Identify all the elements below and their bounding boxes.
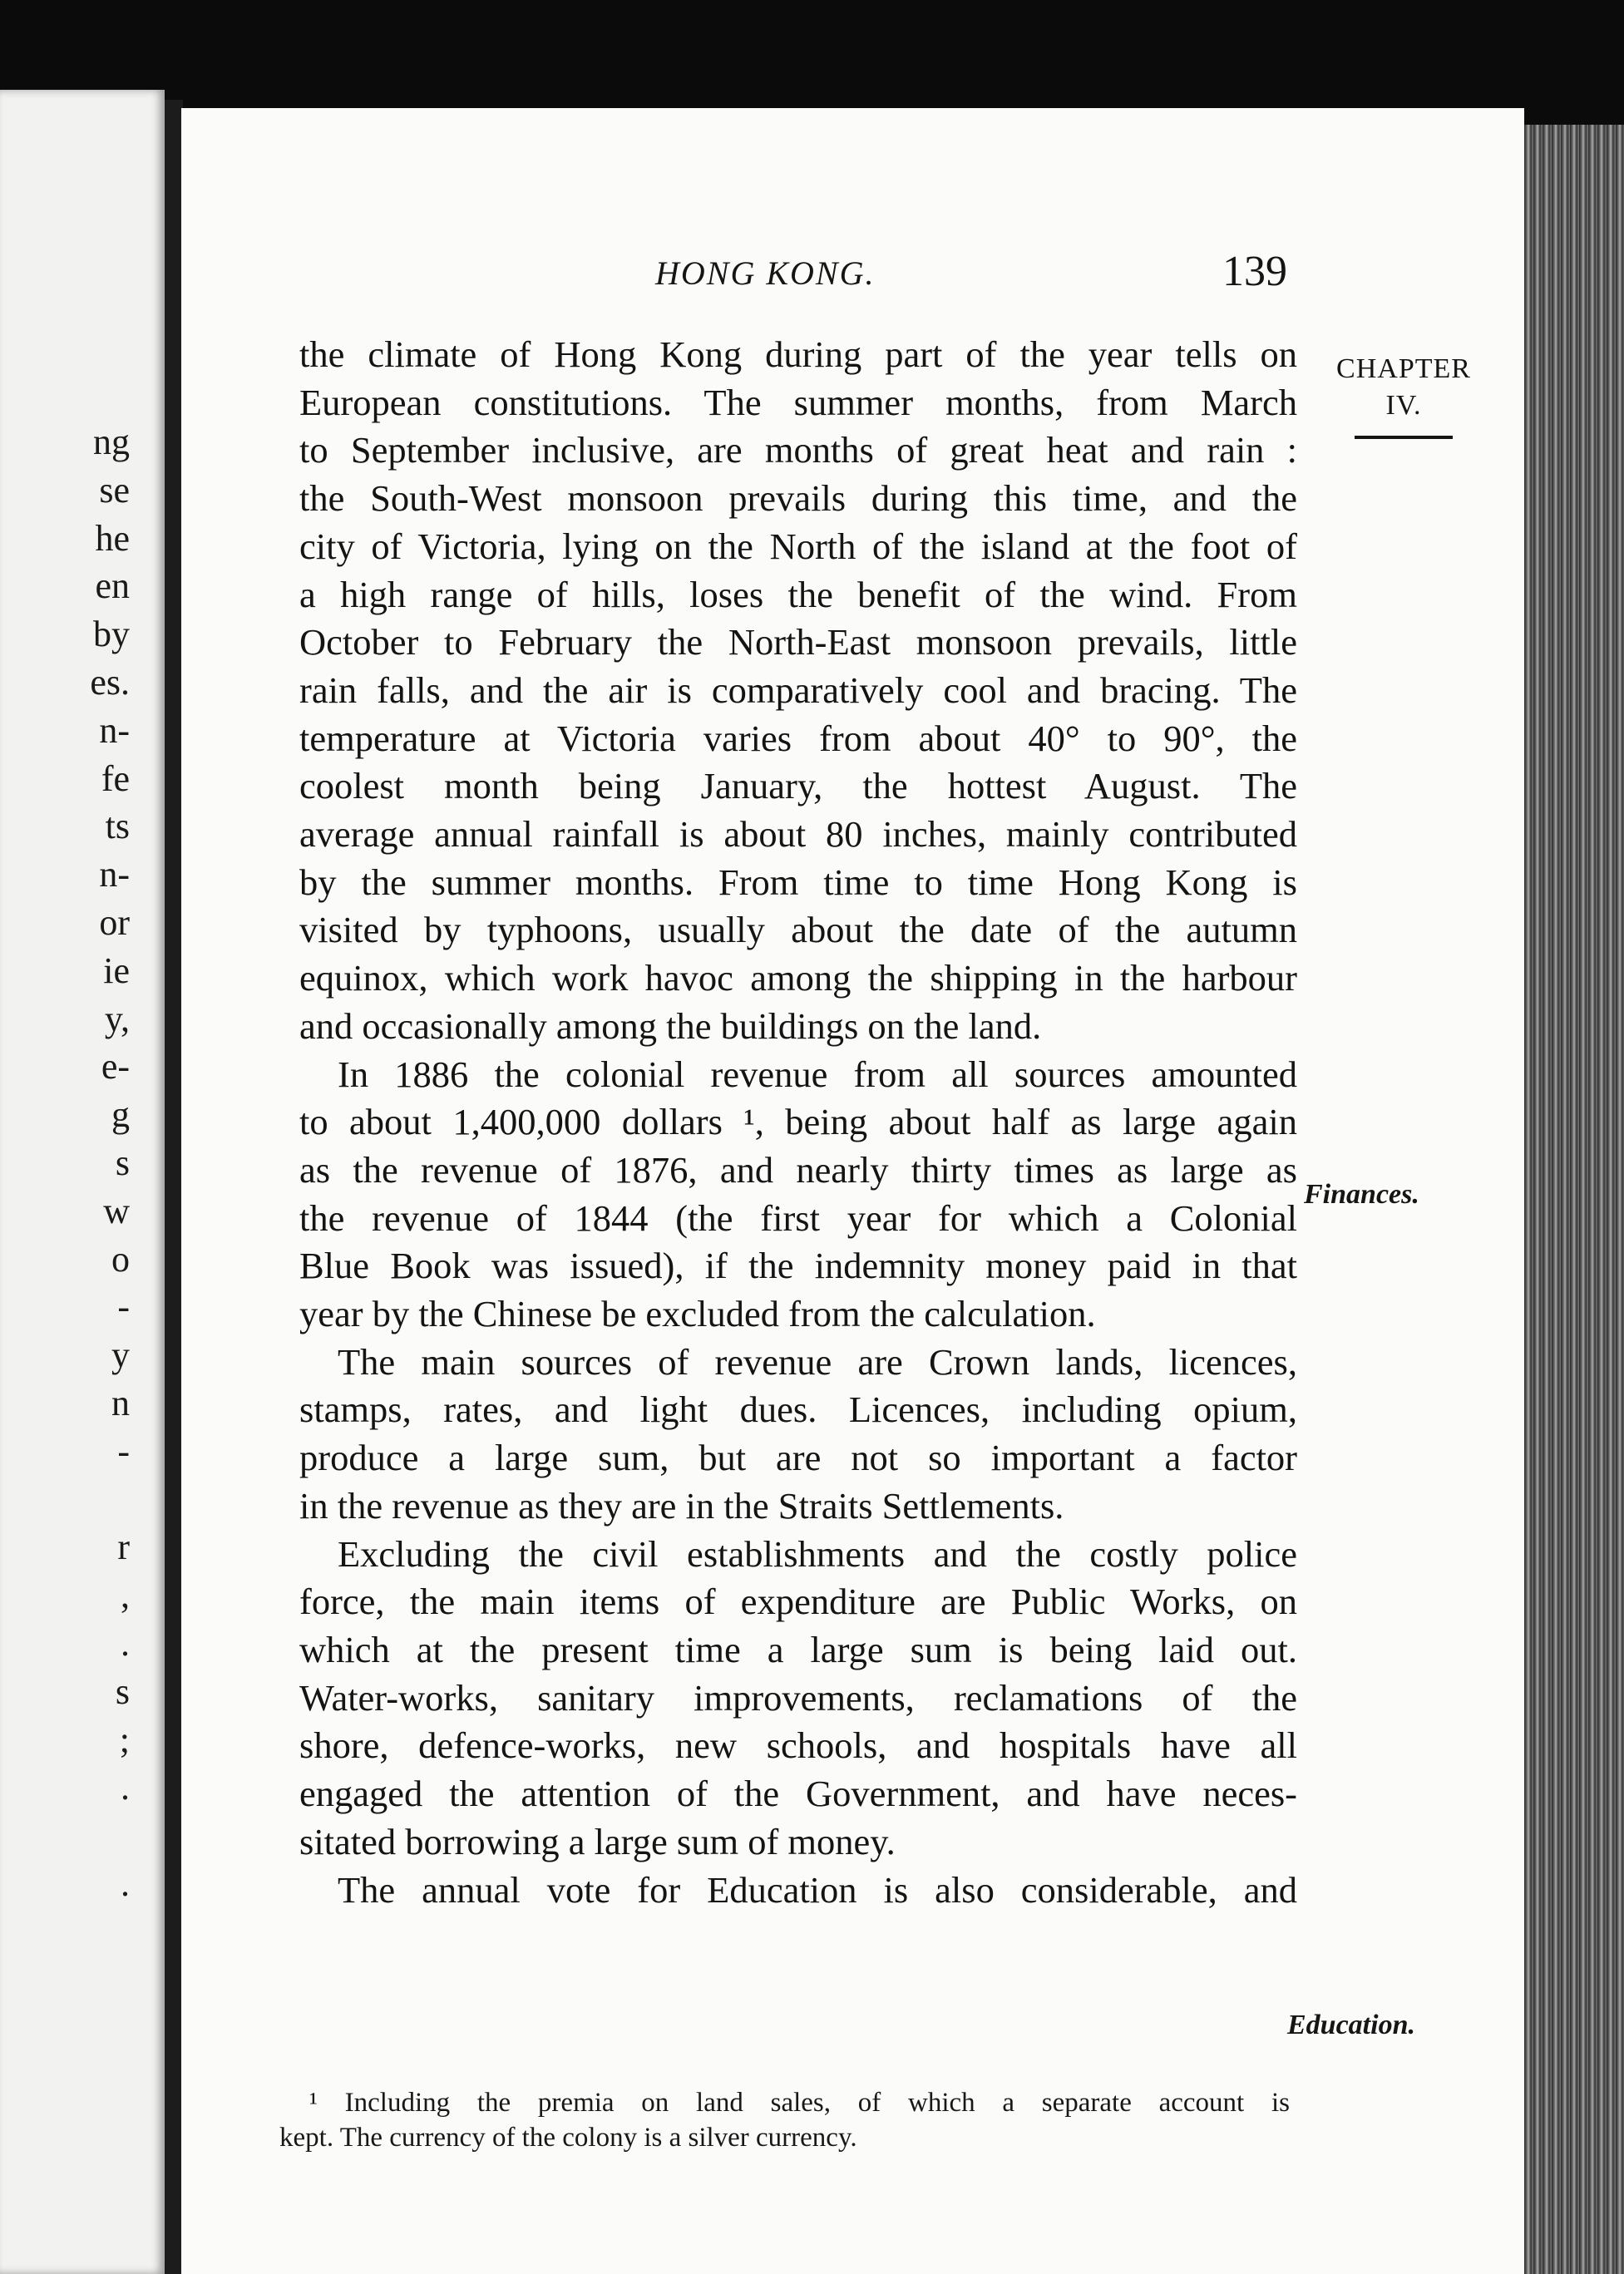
text-line: October to February the North-East monsoon prevails, little [299, 621, 1297, 663]
chapter-number: IV. [1385, 390, 1422, 421]
footnote [279, 2085, 1290, 2155]
text-line: stamps, rates, and light dues. Licences, including opium, [299, 1389, 1297, 1431]
left-fragment: , [121, 1575, 130, 1616]
left-fragment: o [111, 1238, 130, 1280]
main-page [181, 108, 1524, 2274]
text-line: Blue Book was issued), if the indemnity money paid in that [299, 1245, 1297, 1287]
text-line: engaged the attention of the Government, and have neces- [299, 1773, 1297, 1815]
text-line: The annual vote for Education is also considerable, and [338, 1868, 1297, 1911]
left-fragment: ; [119, 1719, 130, 1760]
running-head: HONG KONG. [655, 254, 876, 292]
text-line: equinox, which work havoc among the shipping in the harbour [299, 957, 1297, 999]
left-fragment: . [121, 1622, 130, 1664]
text-line: temperature at Victoria varies from about 40° to 90°, the [299, 717, 1297, 759]
text-line: shore, defence-works, new schools, and hospitals have all [299, 1724, 1297, 1767]
left-fragment: - [117, 1286, 130, 1328]
left-page-line-fragments [90, 418, 130, 1956]
text-line: rain falls, and the air is comparatively cool and bracing. The [299, 668, 1297, 711]
left-fragment: s [115, 1670, 130, 1712]
left-fragment: s [115, 1142, 130, 1183]
text-line: Water-works, sanitary improvements, reclamations of the [299, 1676, 1297, 1719]
left-fragment: r [117, 1527, 130, 1568]
text-line: European constitutions. The summer months, from March [299, 381, 1297, 423]
left-fragment: n- [99, 854, 130, 895]
ornament-rule [1355, 436, 1453, 439]
left-fragment: g [111, 1094, 130, 1136]
left-fragment: se [99, 469, 130, 511]
left-fragment: y [111, 1334, 130, 1376]
text-line: visited by typhoons, usually about the date of the autumn [299, 909, 1297, 951]
text-line: The main sources of revenue are Crown lands, licences, [338, 1340, 1297, 1383]
left-fragment [90, 1476, 130, 1524]
text-line: as the revenue of 1876, and nearly thirty times as large as [299, 1148, 1297, 1191]
text-line: year by the Chinese be excluded from the calculation. [299, 1293, 1096, 1335]
text-line: by the summer months. From time to time Hong Kong is [299, 861, 1297, 903]
text-line: coolest month being January, the hottest August. The [299, 765, 1297, 807]
chapter-label: CHAPTER [1336, 353, 1471, 384]
page-header [181, 248, 1524, 320]
text-line: and occasionally among the buildings on the land. [299, 1004, 1042, 1047]
left-fragment: ng [93, 422, 130, 462]
text-line: in the revenue as they are in the Straits Settlements. [299, 1484, 1064, 1527]
book-gutter [165, 100, 183, 2274]
facing-left-page [0, 90, 165, 2274]
left-fragment: y, [104, 998, 130, 1039]
page-stack-edge [1524, 125, 1624, 2274]
text-line: which at the present time a large sum is being laid out. [299, 1628, 1297, 1670]
chapter-marginal-note [1320, 351, 1487, 439]
left-fragment: . [121, 1862, 130, 1904]
left-fragment: by [93, 614, 130, 655]
left-fragment: w [103, 1190, 130, 1231]
text-line: sitated borrowing a large sum of money. [299, 1820, 896, 1862]
text-line: city of Victoria, lying on the North of the island at the foot of [299, 525, 1297, 567]
body-text [299, 331, 1297, 1914]
left-fragment: or [99, 901, 130, 943]
left-fragment: n- [99, 709, 130, 751]
text-line: In 1886 the colonial revenue from all sources amounted [338, 1053, 1297, 1095]
text-line: produce a large sum, but are not so important a factor [299, 1437, 1297, 1479]
left-fragment: ts [105, 806, 130, 847]
left-fragment: he [95, 517, 130, 559]
text-line: the climate of Hong Kong during part of the year tells on [299, 333, 1297, 375]
left-fragment: en [95, 565, 130, 607]
left-fragment: es. [90, 661, 130, 703]
text-line: a high range of hills, loses the benefit of the wind. From [299, 573, 1297, 615]
finances-marginal-note: Finances. [1304, 1179, 1419, 1210]
text-line: average annual rainfall is about 80 inches, mainly contributed [299, 813, 1297, 856]
footnote-line: ¹ Including the premia on land sales, of which a separate account is [309, 2088, 1290, 2118]
text-line: the South-West monsoon prevails during this time, and the [299, 477, 1297, 520]
left-fragment: fe [101, 757, 130, 799]
text-line: force, the main items of expenditure are Public Works, on [299, 1581, 1297, 1623]
left-fragment [90, 1908, 130, 1956]
left-fragment: . [121, 1767, 130, 1808]
text-line: to September inclusive, are months of great heat and rain : [299, 429, 1297, 471]
text-line: Excluding the civil establishments and the costly police [338, 1532, 1297, 1575]
page-number: 139 [1222, 248, 1287, 295]
left-fragment: e- [101, 1046, 130, 1088]
text-line: the revenue of 1844 (the first year for which a Colonial [299, 1196, 1297, 1239]
footnote-line: kept. The currency of the colony is a silver currency. [279, 2123, 857, 2153]
text-line: to about 1,400,000 dollars ¹, being about half as large again [299, 1101, 1297, 1143]
left-fragment: - [117, 1430, 130, 1472]
left-fragment: n [111, 1382, 130, 1423]
left-fragment [90, 1812, 130, 1860]
education-marginal-note: Education. [1287, 2010, 1415, 2040]
left-fragment: ie [103, 950, 130, 991]
